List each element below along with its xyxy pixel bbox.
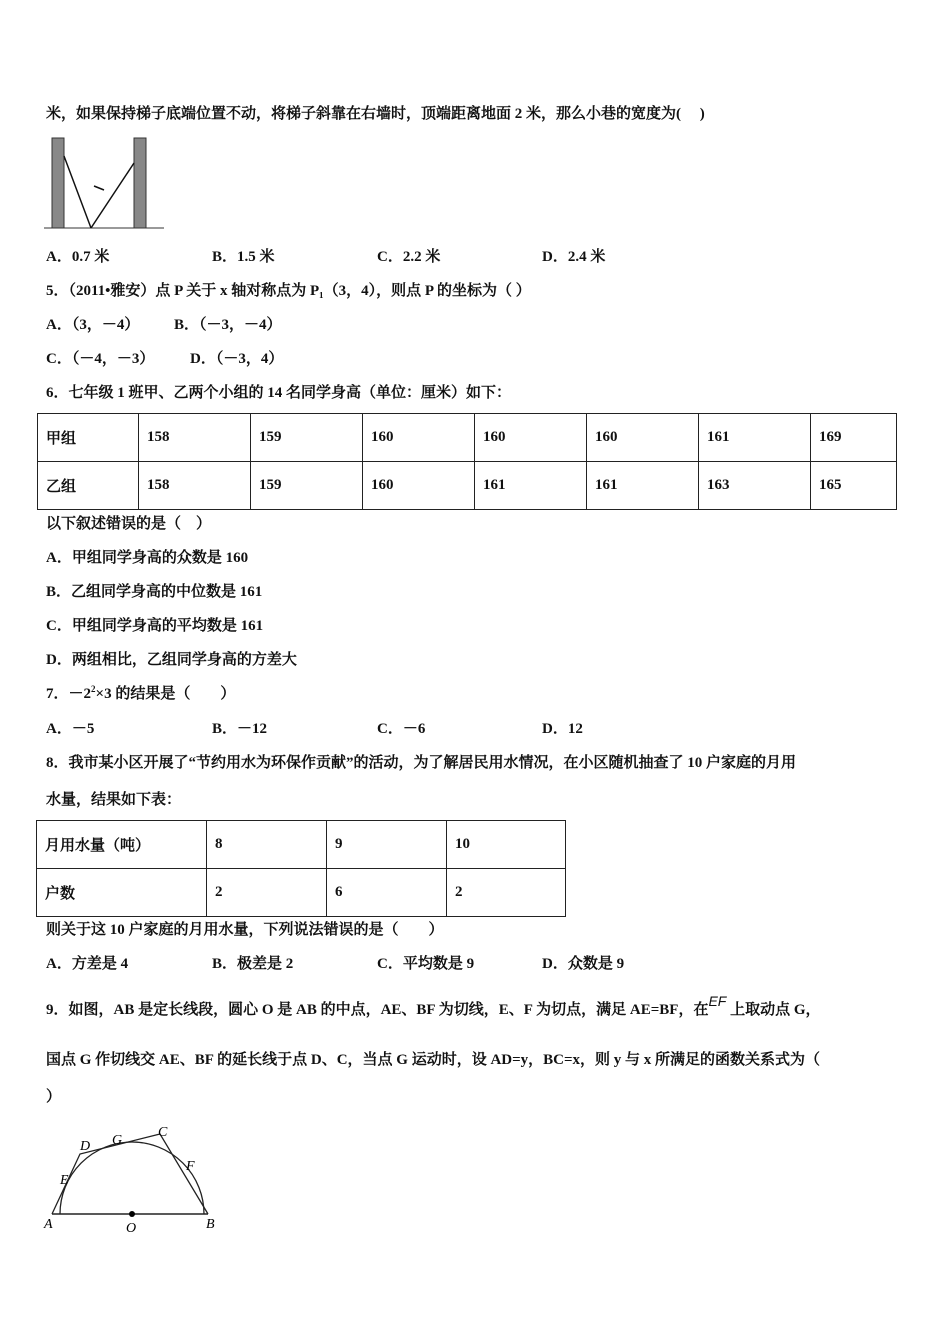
q7-stem-post: ×3 的结果是（ ） bbox=[95, 686, 236, 702]
q9-line2: 国点 G 作切线交 AE、BF 的延长线于点 D、C，当点 G 运动时，设 AD=y，BC=x，则 y 与 x 所满足的函数关系式为（ bbox=[46, 1052, 821, 1068]
table-cell: 158 bbox=[139, 414, 251, 462]
table-cell: 2 bbox=[447, 869, 566, 917]
q8-stem-line2: 水量，结果如下表： bbox=[46, 792, 182, 808]
q7-exponent: 2 bbox=[91, 684, 96, 694]
table-cell: 甲组 bbox=[38, 414, 139, 462]
q7-option-b: B．－12 bbox=[212, 721, 268, 737]
q7-option-d: D．12 bbox=[542, 721, 583, 737]
table-row bbox=[38, 462, 897, 510]
arc-ef-label: EF bbox=[708, 993, 727, 1009]
table-cell: 8 bbox=[207, 821, 327, 869]
label-d: D bbox=[80, 1139, 91, 1154]
table-cell: 户数 bbox=[37, 869, 207, 917]
q8-option-a: A．方差是 4 bbox=[46, 956, 129, 972]
table-cell: 163 bbox=[699, 462, 811, 510]
q4-option-d: D．2.4 米 bbox=[542, 249, 606, 265]
q7-stem-pre: 7．－2 bbox=[46, 686, 92, 702]
table-cell: 160 bbox=[587, 414, 699, 462]
table-cell: 6 bbox=[327, 869, 447, 917]
label-c: C bbox=[158, 1125, 168, 1140]
q5-option-c: C．（－4，－3） bbox=[46, 351, 155, 367]
table-cell: 161 bbox=[699, 414, 811, 462]
label-g: G bbox=[112, 1133, 123, 1148]
table-row bbox=[37, 821, 566, 869]
table-cell: 159 bbox=[251, 414, 363, 462]
q8-option-d: D．众数是 9 bbox=[542, 956, 625, 972]
q6-stem: 6．七年级 1 班甲、乙两个小组的 14 名同学身高（单位：厘米）如下： bbox=[46, 385, 512, 401]
q4-option-c: C．2.2 米 bbox=[377, 249, 441, 265]
q9-line1 bbox=[46, 993, 821, 1019]
q5-stem: 5．（2011•雅安）点 P 关于 x 轴对称点为 P₁（3，4），则点 P 的坐标为（ ） bbox=[46, 283, 531, 299]
q9-line1-pre: 9．如图，AB 是定长线段，圆心 O 是 AB 的中点，AE、BF 为切线，E、F 为切点，满足 AE=BF，在 bbox=[46, 1002, 709, 1018]
table-cell: 乙组 bbox=[38, 462, 139, 510]
table-cell: 159 bbox=[251, 462, 363, 510]
q6-option-c: C．甲组同学身高的平均数是 161 bbox=[46, 618, 264, 634]
label-o: O bbox=[126, 1221, 137, 1234]
q4-option-b: B．1.5 米 bbox=[212, 249, 275, 265]
table-row bbox=[37, 869, 566, 917]
table-cell: 165 bbox=[811, 462, 897, 510]
table-cell: 160 bbox=[363, 414, 475, 462]
q6-option-b: B．乙组同学身高的中位数是 161 bbox=[46, 584, 263, 600]
label-a: A bbox=[44, 1217, 53, 1232]
label-e: E bbox=[60, 1173, 69, 1188]
table-cell: 161 bbox=[587, 462, 699, 510]
q6-question: 以下叙述错误的是（ ） bbox=[46, 516, 212, 532]
q5-option-b: B．（－3，－4） bbox=[174, 317, 282, 333]
table-cell: 月用水量（吨） bbox=[37, 821, 207, 869]
q4-stem: 米，如果保持梯子底端位置不动，将梯子斜靠在右墙时，顶端距离地面 2 米，那么小巷的宽度为( ) bbox=[46, 106, 705, 122]
q8-option-c: C．平均数是 9 bbox=[377, 956, 475, 972]
table-cell: 158 bbox=[139, 462, 251, 510]
q7-option-c: C．－6 bbox=[377, 721, 426, 737]
table-cell: 10 bbox=[447, 821, 566, 869]
label-f: F bbox=[186, 1159, 195, 1174]
q8-option-b: B．极差是 2 bbox=[212, 956, 294, 972]
q6-option-d: D．两组相比，乙组同学身高的方差大 bbox=[46, 652, 297, 668]
q5-option-a: A．（3，－4） bbox=[46, 317, 140, 333]
q9-line1-post: 上取动点 G， bbox=[730, 1002, 821, 1018]
table-cell: 169 bbox=[811, 414, 897, 462]
q6-option-a: A．甲组同学身高的众数是 160 bbox=[46, 550, 249, 566]
table-cell: 2 bbox=[207, 869, 327, 917]
ladder-figure bbox=[44, 136, 168, 232]
q8-water-table bbox=[36, 820, 566, 917]
table-cell: 9 bbox=[327, 821, 447, 869]
q6-height-table bbox=[37, 413, 897, 510]
q9-line3: ） bbox=[46, 1089, 62, 1105]
q7-option-a: A．－5 bbox=[46, 721, 95, 737]
table-cell: 160 bbox=[363, 462, 475, 510]
q7-stem bbox=[46, 682, 235, 703]
semicircle-tangent-figure bbox=[40, 1122, 225, 1234]
table-cell: 161 bbox=[475, 462, 587, 510]
table-cell: 160 bbox=[475, 414, 587, 462]
table-row bbox=[38, 414, 897, 462]
q8-question: 则关于这 10 户家庭的月用水量，下列说法错误的是（ ） bbox=[46, 922, 444, 938]
q4-option-a: A．0.7 米 bbox=[46, 249, 110, 265]
q8-stem-line1: 8．我市某小区开展了“节约用水为环保作贡献”的活动，为了解居民用水情况，在小区随机抽查了 10 户家庭的月用 bbox=[46, 755, 797, 771]
q5-option-d: D．（－3，4） bbox=[190, 351, 284, 367]
label-b: B bbox=[206, 1217, 215, 1232]
